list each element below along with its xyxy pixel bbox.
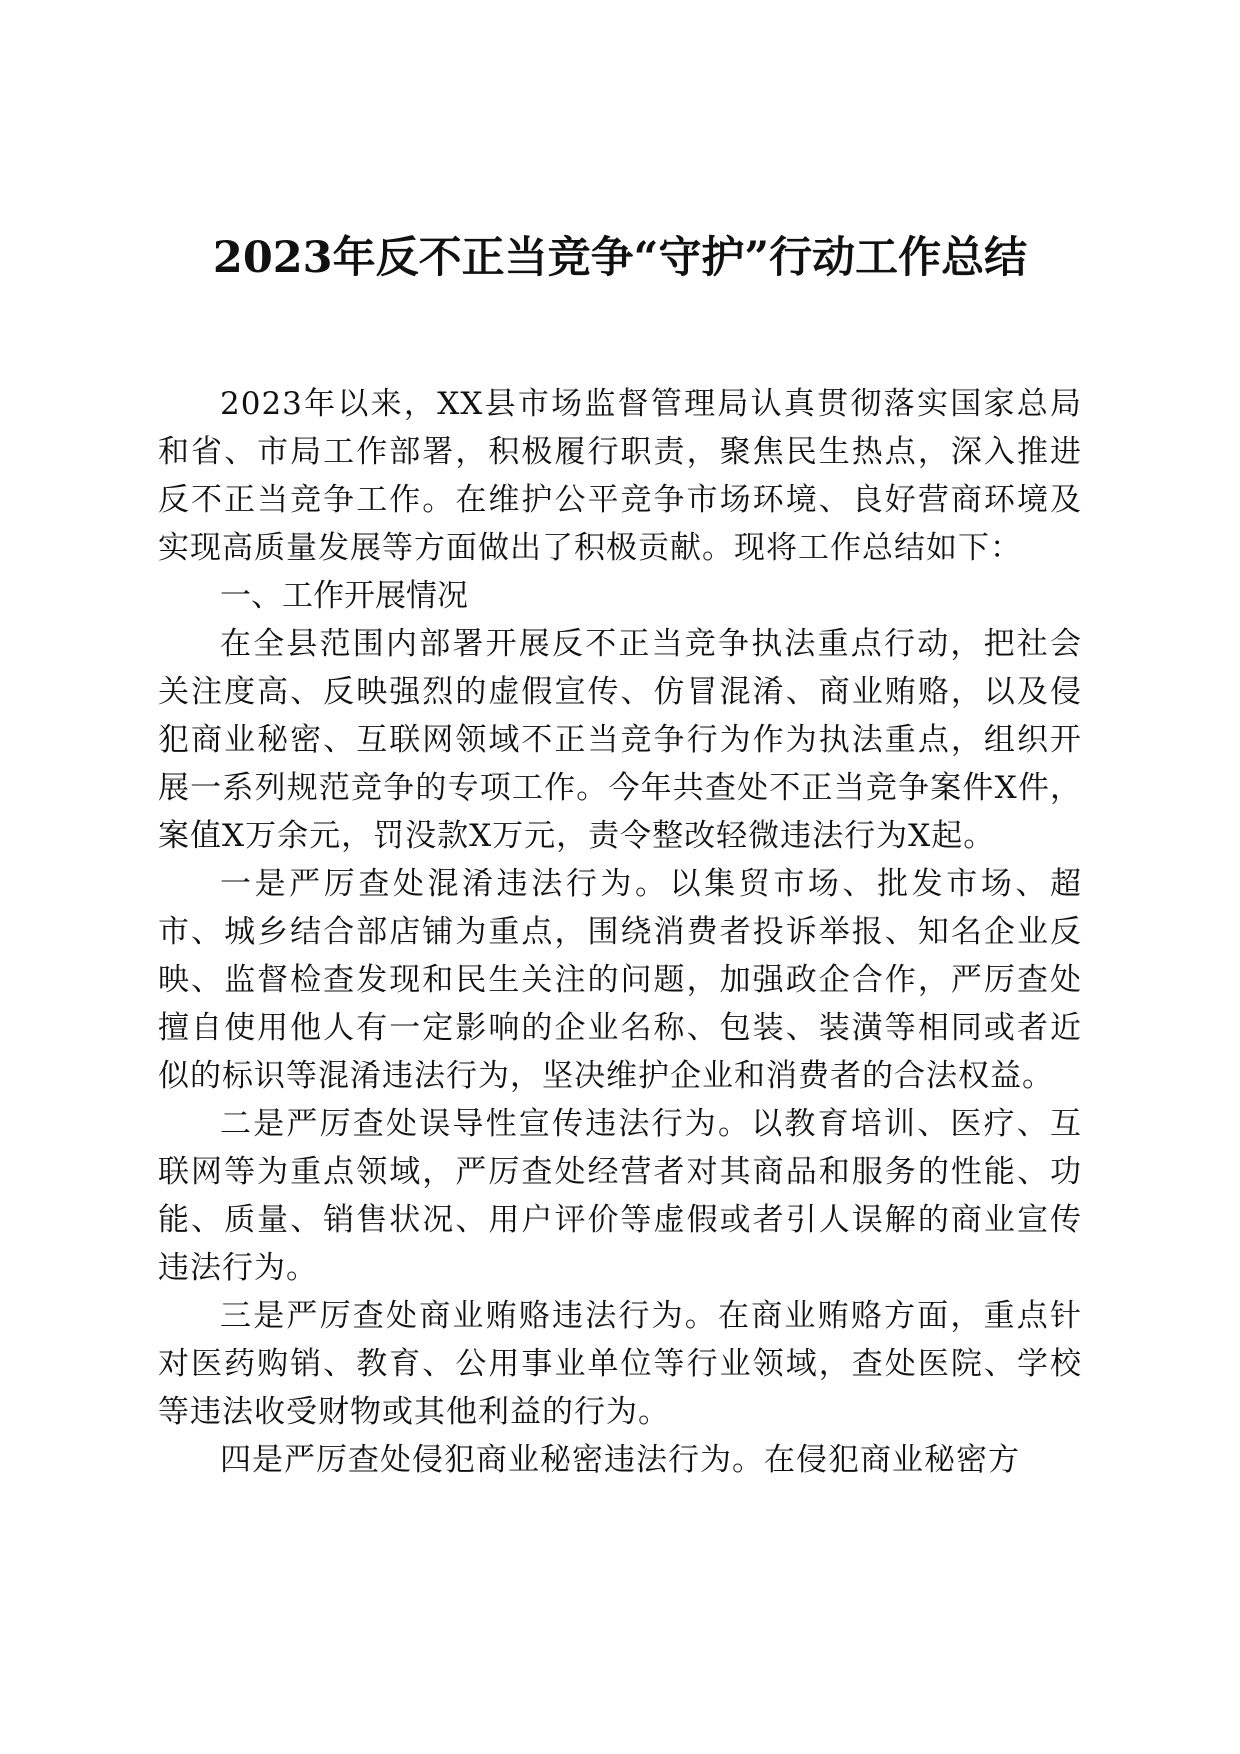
document-title: 2023年反不正当竞争“守护”行动工作总结: [212, 233, 1028, 283]
paragraph-trade-secrets: 四是严厉查处侵犯商业秘密违法行为。在侵犯商业秘密方: [220, 1442, 1020, 1478]
paragraph-bribery: 三是严厉查处商业贿赂违法行为。在商业贿赂方面，重点针对医药购销、教育、公用事业单位等行业领域，查处医院、学校等违法收受财物或其他利益的行为。: [158, 1298, 1082, 1430]
paragraph-misleading-ads: 二是严厉查处误导性宣传违法行为。以教育培训、医疗、互联网等为重点领域，严厉查处经营者对其商品和服务的性能、功能、质量、销售状况、用户评价等虚假或者引人误解的商业宣传违法行为。: [158, 1106, 1082, 1286]
paragraph-confusion: 一是严厉查处混淆违法行为。以集贸市场、批发市场、超市、城乡结合部店铺为重点，围绕消费者投诉举报、知名企业反映、监督检查发现和民生关注的问题，加强政企合作，严厉查处擅自使用他人有一定影响的企业名称、包装、装潢等相同或者近似的标识等混淆违法行为，坚决维护企业和消费者的合法权益。: [158, 866, 1082, 1094]
document-body: [158, 380, 1082, 1484]
paragraph-overview: 在全县范围内部署开展反不正当竞争执法重点行动，把社会关注度高、反映强烈的虚假宣传、仿冒混淆、商业贿赂，以及侵犯商业秘密、互联网领域不正当竞争行为作为执法重点，组织开展一系列规范竞争的专项工作。今年共查处不正当竞争案件X件，案值X万余元，罚没款X万元，责令整改轻微违法行为X起。: [158, 626, 1082, 854]
section-heading: 一、工作开展情况: [220, 578, 468, 614]
intro-paragraph: 2023年以来，XX县市场监督管理局认真贯彻落实国家总局和省、市局工作部署，积极履行职责，聚焦民生热点，深入推进反不正当竞争工作。在维护公平竞争市场环境、良好营商环境及实现高质量发展等方面做出了积极贡献。现将工作总结如下：: [158, 386, 1082, 566]
